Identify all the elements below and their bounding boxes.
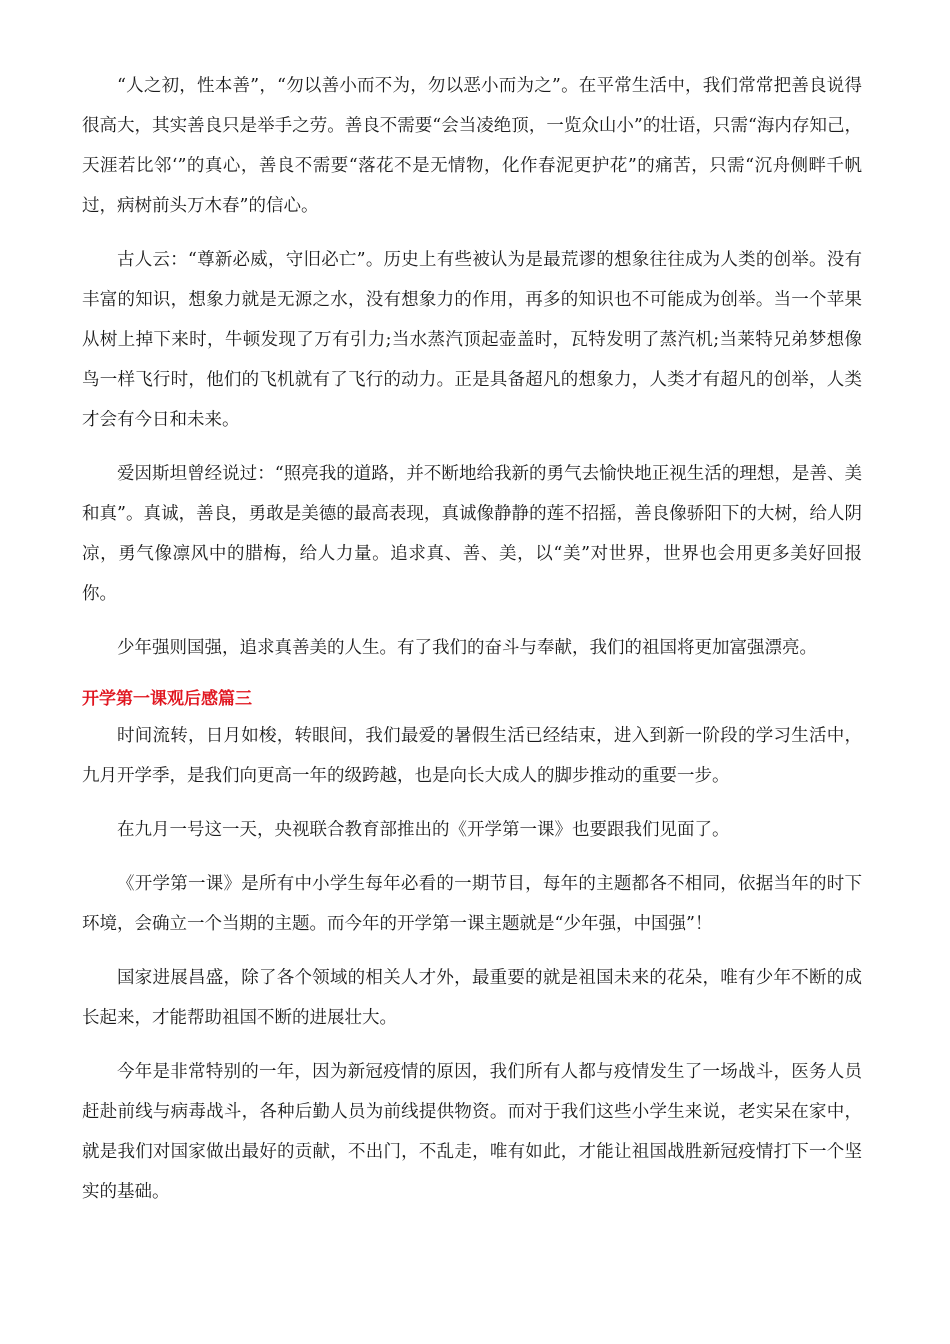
paragraph-program-theme: 《开学第一课》是所有中小学生每年必看的一期节目，每年的主题都各不相同，依据当年的时下环境，会确立一个当期的主题。而今年的开学第一课主题就是“少年强，中国强”！	[82, 874, 862, 934]
paragraph-kindness: “人之初，性本善”，“勿以善小而不为，勿以恶小而为之”。在平常生活中，我们常常把善良说得很高大，其实善良只是举手之劳。善良不需要“会当凌绝顶，一览众山小”的壮语，只需“海内存知己，天涯若比邻‘”的真心，善良不需要“落花不是无情物，化作春泥更护花”的痛苦，只需“沉舟侧畔千帆过，病树前头万木春”的信心。	[82, 76, 862, 216]
document-page	[82, 66, 862, 1212]
paragraph-september-first: 在九月一号这一天，央视联合教育部推出的《开学第一课》也要跟我们见面了。	[117, 820, 730, 840]
paragraph-imagination: 古人云：“尊新必威，守旧必亡”。历史上有些被认为是最荒谬的想象往往成为人类的创举。没有丰富的知识，想象力就是无源之水，没有想象力的作用，再多的知识也不可能成为创举。当一个苹果从树上掉下来时，牛顿发现了万有引力;当水蒸汽顶起壶盖时，瓦特发明了蒸汽机;当莱特兄弟梦想像鸟一样飞行时，他们的飞机就有了飞行的动力。正是具备超凡的想象力，人类才有超凡的创举，人类才会有今日和未来。	[82, 250, 862, 430]
paragraph-national-development: 国家进展昌盛，除了各个领域的相关人才外，最重要的就是祖国未来的花朵，唯有少年不断的成长起来，才能帮助祖国不断的进展壮大。	[82, 968, 862, 1028]
section-heading: 开学第一课观后感篇三	[82, 689, 252, 709]
paragraph-time-flies: 时间流转，日月如梭，转眼间，我们最爱的暑假生活已经结束，进入到新一阶段的学习生活中，九月开学季，是我们向更高一年的级跨越，也是向长大成人的脚步推动的重要一步。	[82, 726, 862, 786]
paragraph-pandemic-year: 今年是非常特别的一年，因为新冠疫情的原因，我们所有人都与疫情发生了一场战斗，医务人员赶赴前线与病毒战斗，各种后勤人员为前线提供物资。而对于我们这些小学生来说，老实呆在家中，就是我们对国家做出最好的贡献，不出门，不乱走，唯有如此，才能让祖国战胜新冠疫情打下一个坚实的基础。	[82, 1062, 862, 1202]
paragraph-truth-goodness-beauty: 爱因斯坦曾经说过：“照亮我的道路，并不断地给我新的勇气去愉快地正视生活的理想，是善、美和真”。真诚，善良，勇敢是美德的最高表现，真诚像静静的莲不招摇，善良像骄阳下的大树，给人阴凉，勇气像凛风中的腊梅，给人力量。追求真、善、美，以“美”对世界，世界也会用更多美好回报你。	[82, 464, 862, 604]
paragraph-youth-strong: 少年强则国强，追求真善美的人生。有了我们的奋斗与奉献，我们的祖国将更加富强漂亮。	[117, 638, 817, 658]
